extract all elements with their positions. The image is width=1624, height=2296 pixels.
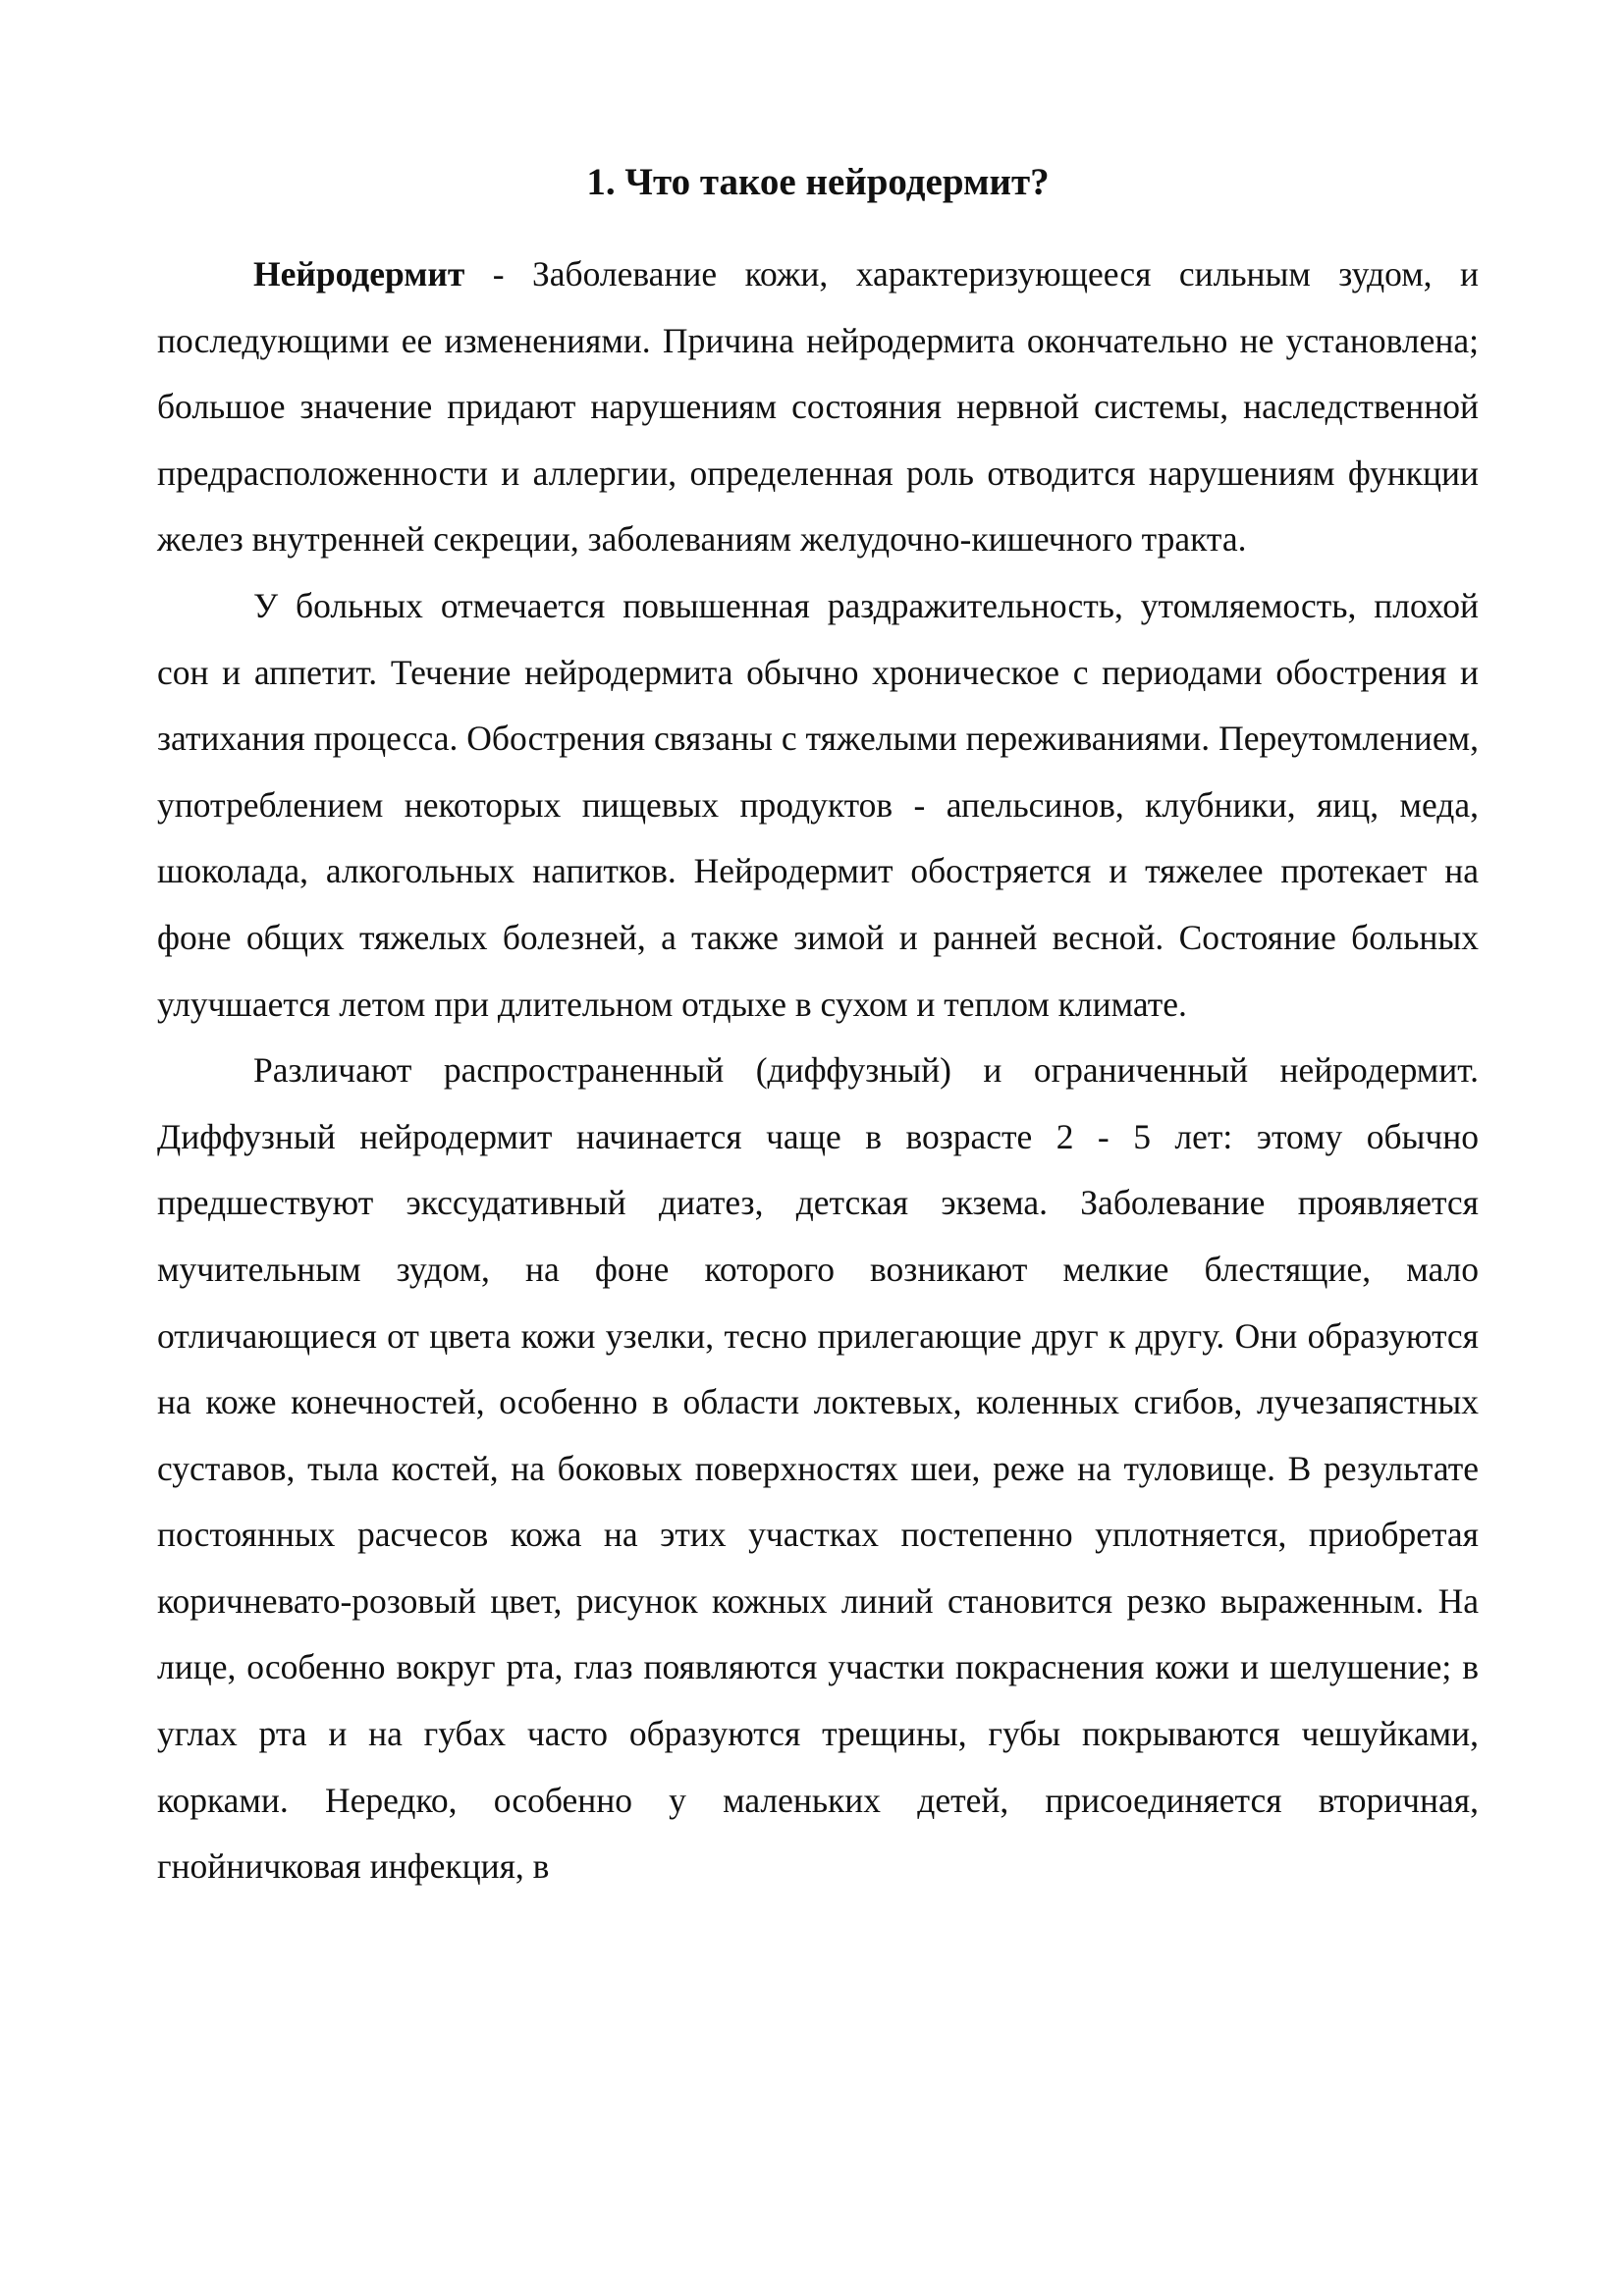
paragraph-symptoms: У больных отмечается повышенная раздражительность, утомляемость, плохой сон и аппетит. Течение нейродермита обычно хроническое с периодами обострения и затихания процесса. Обострения связаны с тяжелыми переживаниями. Переутомлением, употреблением некоторых пищевых продуктов - апельсинов, клубники, яиц, меда, шоколада, алкогольных напитков. Нейродермит обостряется и тяжелее протекает на фоне общих тяжелых болезней, а также зимой и ранней весной. Состояние больных улучшается летом при длительном отдыхе в сухом и теплом климате. [157, 585, 1479, 1024]
paragraph-definition [157, 241, 1479, 573]
paragraph-forms: Различают распространенный (диффузный) и ограниченный нейродермит. Диффузный нейродермит начинается чаще в возрасте 2 - 5 лет: этому обычно предшествуют экссудативный диатез, детская экзема. Заболевание проявляется мучительным зудом, на фоне которого возникают мелкие блестящие, мало отличающиеся от цвета кожи узелки, тесно прилегающие друг к другу. Они образуются на коже конечностей, особенно в области локтевых, коленных сгибов, лучезапястных суставов, тыла костей, на боковых поверхностях шеи, реже на туловище. В результате постоянных расчесов кожа на этих участках постепенно уплотняется, приобретая коричневато-розовый цвет, рисунок кожных линий становится резко выраженным. На лице, особенно вокруг рта, глаз появляются участки покраснения кожи и шелушение; в углах рта и на губах часто образуются трещины, губы покрываются чешуйками, корками. Нередко, особенно у маленьких детей, присоединяется вторичная, гнойничковая инфекция, в [157, 1050, 1479, 1887]
paragraph-text: - Заболевание кожи, характеризующееся сильным зудом, и последующими ее изменениями. Причина нейродермита окончательно не установлена; большое значение придают нарушениям состояния нервной системы, наследственной предрасположенности и аллергии, определенная роль отводится нарушениям функции желез внутренней секреции, заболеваниям желудочно-кишечного тракта. [157, 254, 1479, 560]
section-title: 1. Что такое нейродермит? [586, 161, 1050, 203]
document-page [157, 157, 1479, 1900]
term-bold: Нейродермит [253, 254, 465, 294]
